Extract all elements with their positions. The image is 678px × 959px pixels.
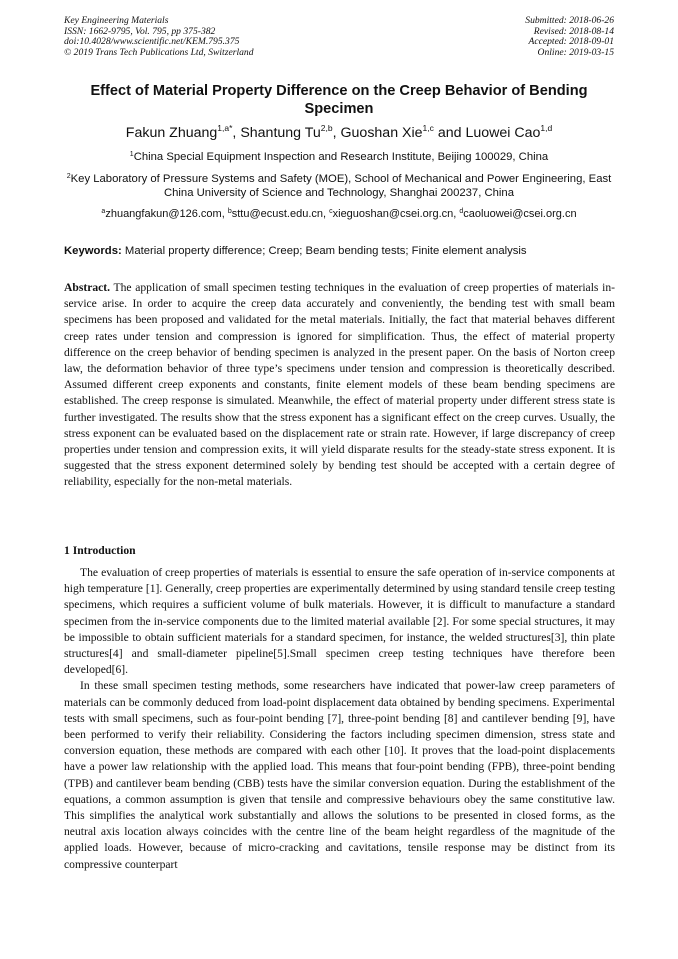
author-name: Guoshan Xie bbox=[340, 125, 423, 141]
keywords bbox=[64, 244, 616, 258]
keywords-text: Material property difference; Creep; Beam bending tests; Finite element analysis bbox=[121, 245, 527, 257]
abstract-label: Abstract. bbox=[64, 281, 111, 294]
author-affil-sup: 1,a* bbox=[217, 123, 233, 133]
copyright: © 2019 Trans Tech Publications Ltd, Switzerland bbox=[64, 46, 254, 58]
author-name: Luowei Cao bbox=[465, 125, 541, 141]
revised-date: Revised: 2018-08-14 bbox=[533, 25, 614, 37]
dates-header bbox=[525, 16, 614, 58]
abstract-text: The application of small specimen testing techniques in the evaluation of creep properties of materials in-service arise. In order to acquire the creep data accurately and conveniently, the bending test with small beam specimens has been proposed and validated for the metal materials. Initially, the fact that material behaves different creep rates under tension and compression is ignored for simplification. Thus, the effect of material property difference on the creep behavior of bending specimen is analyzed in the present paper. On the basis of Norton creep law, the deformation behavior of three type’s specimens under tension and compression is theoretically described. Assumed different creep exponents and constants, finite element models of these beam bending specimens are established. The creep response is simulated. Meanwhile, the effect of material property under different stress state is further investigated. The results show that the stress exponent has a significant effect on the creep curves. Usually, the stress exponent can be evaluated based on the displacement rate or strain rate. However, if large discrepancy of creep properties under tension and compression exits, it will yield disparate results for the steady-state stress exponent. It is suggested that the stress exponent determined solely by bending test should be accepted with a certain degree of reliability, especially for the non-metal materials. bbox=[64, 281, 615, 489]
affiliation-2 bbox=[60, 172, 618, 200]
email-sup: a bbox=[101, 208, 106, 215]
abstract bbox=[64, 280, 615, 491]
affiliation-text: Key Laboratory of Pressure Systems and Safety (MOE), School of Mechanical and Power Engineering, East China University of Science and Technology, Shanghai 200237, China bbox=[70, 173, 612, 199]
submitted-date: Submitted: 2018-06-26 bbox=[525, 15, 614, 26]
email-sup: d bbox=[459, 208, 464, 215]
email-address[interactable]: xieguoshan@csei.org.cn bbox=[332, 208, 454, 220]
accepted-date: Accepted: 2018-09-01 bbox=[528, 36, 614, 48]
doi[interactable]: doi:10.4028/www.scientific.net/KEM.795.375 bbox=[64, 36, 240, 48]
email-sup: c bbox=[329, 208, 333, 215]
author-affil-sup: 2,b bbox=[320, 123, 333, 133]
author-name: Shantung Tu bbox=[240, 125, 321, 141]
introduction-paragraph-1: The evaluation of creep properties of materials is essential to ensure the safe operation of in-service components at high temperature [1]. Generally, creep properties are experimentally determined by using standard tensile creep testing specimens, which requires a sufficient volume of bulk materials. However, it is difficult to manufacture a standard specimen from the in-service components due to the limited material available [2]. For some special structures, it may be impossible to obtain sufficient materials for a standard specimen, for instance, the welded structures[3], thin plate structures[4] and small-diameter pipeline[5].Small specimen creep testing techniques have therefore been developed[6]. bbox=[64, 566, 615, 677]
keywords-label: Keywords: bbox=[64, 245, 122, 257]
issn: ISSN: 1662-9795, Vol. 795, pp 375-382 bbox=[64, 25, 216, 37]
email-separator: , bbox=[323, 208, 330, 220]
online-date: Online: 2019-03-15 bbox=[537, 46, 614, 58]
author-name: Fakun Zhuang bbox=[125, 125, 218, 141]
paper-title: Effect of Material Property Difference on the Creep Behavior of Bending Specimen bbox=[90, 83, 588, 117]
email-sup: b bbox=[227, 208, 232, 215]
affiliation-1 bbox=[60, 150, 618, 164]
author-list bbox=[40, 124, 638, 142]
affiliation-sup: 2 bbox=[66, 173, 71, 180]
email-address[interactable]: caoluowei@csei.org.cn bbox=[463, 208, 577, 220]
affiliation-sup: 1 bbox=[129, 151, 134, 158]
author-separator: , bbox=[332, 125, 341, 141]
email-separator: , bbox=[221, 208, 228, 220]
journal-header bbox=[64, 16, 254, 58]
introduction-body bbox=[64, 565, 615, 873]
email-address[interactable]: sttu@ecust.edu.cn bbox=[231, 208, 323, 220]
introduction-paragraph-2: In these small specimen testing methods, some researchers have indicated that power-law creep parameters of materials can be commonly deduced from load-point displacement data obtained by bending specimens. Experimental tests with small specimens, such as four-point bending [7], three-point bending [8] and cantilever bending [9], have been performed to verify their reliability. Considering the factors including specimen dimension, stress state and conversion equation, these methods are compared with each other [10]. It proves that the load-point displacements have a power law relationship with the applied load. This means that four-point bending (FPB), three-point bending (TPB) and cantilever beam bending (CBB) tests have the similar conversion equation. During the establishment of the equations, a common assumption is given that tensile and compressive behaviours obey the same constitutive law. This simplifies the analytical work substantially and allows the solutions to be presented in closed forms, as the neutral axis location always coincides with the centre line of the beam height regardless of the magnitude of the applied loads. However, because of micro-cracking and cavitations, tensile response may be distinct from its compressive counterpart bbox=[64, 679, 615, 871]
email-separator: , bbox=[453, 208, 460, 220]
affiliation-text: China Special Equipment Inspection and Research Institute, Beijing 100029, China bbox=[133, 151, 549, 163]
author-affil-sup: 1,c bbox=[422, 123, 434, 133]
email-address[interactable]: zhuangfakun@126.com bbox=[105, 208, 222, 220]
author-separator: , bbox=[232, 125, 241, 141]
author-affil-sup: 1,d bbox=[540, 123, 553, 133]
email-list bbox=[60, 207, 618, 221]
journal-name: Key Engineering Materials bbox=[64, 15, 169, 26]
author-separator: and bbox=[433, 125, 466, 141]
section-heading-introduction: 1 Introduction bbox=[64, 544, 136, 557]
